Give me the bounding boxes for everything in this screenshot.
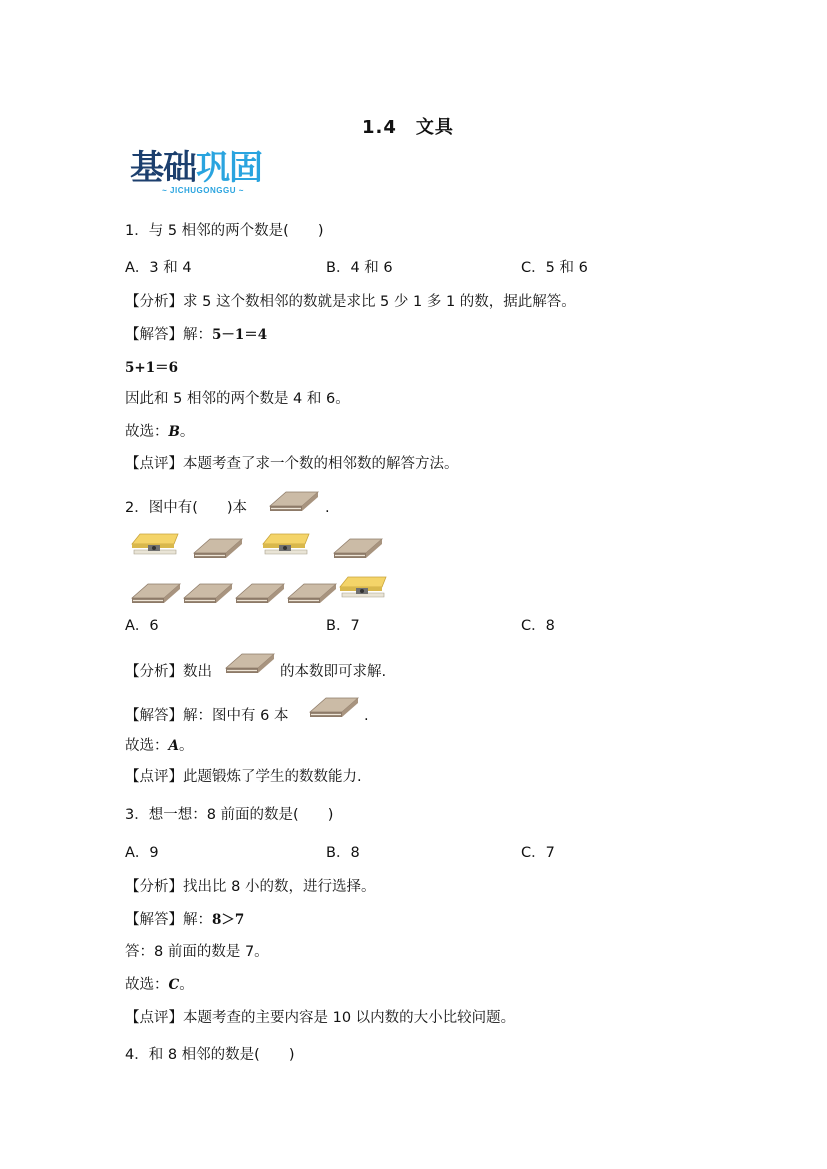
q1-equation-2: 5+1＝6 [125,360,178,376]
q3-comment: 【点评】本题考查的主要内容是 10 以内数的大小比较问题。 [125,1010,516,1026]
q1-choice: 故选：B。 [125,424,195,440]
q2-answer: 【解答】解：图中有 6 本 [125,708,289,724]
q3-answer: 【解答】解：8＞7 [125,912,245,928]
q2-analysis-end: 的本数即可求解. [280,664,387,680]
book-icon [224,648,276,674]
book-icon [192,533,244,559]
q2-option-c: C．8 [521,618,555,634]
q3-option-a: A．9 [125,845,159,861]
book-icon [286,578,338,604]
q3-option-c: C．7 [521,845,555,861]
q1-analysis: 【分析】求 5 这个数相邻的数就是求比 5 少 1 多 1 的数，据此解答。 [125,294,576,310]
q2-choice: 故选：A。 [125,738,194,754]
q1-option-b: B．4 和 6 [326,260,393,276]
q2-analysis: 【分析】数出 [125,664,212,680]
stapler-icon [261,530,311,556]
stapler-icon [338,573,388,605]
page-title: 1.4 文具 [362,117,454,138]
q2-option-b: B．7 [326,618,360,634]
logo-text: 基础巩固 [130,148,262,188]
q3-stem: 3．想一想：8 前面的数是( ) [125,807,334,823]
q1-answer: 【解答】解：5－1＝4 [125,327,268,343]
book-icon [332,533,384,559]
q2-stem: 2．图中有( )本 [125,500,248,516]
book-icon [130,578,182,604]
stapler-icon [130,530,180,556]
q2-option-a: A．6 [125,618,159,634]
book-icon [308,692,360,718]
q3-option-b: B．8 [326,845,360,861]
q1-conclusion: 因此和 5 相邻的两个数是 4 和 6。 [125,391,350,407]
q3-conclusion: 答：8 前面的数是 7。 [125,944,269,960]
book-icon [268,486,320,512]
q2-stem-end: . [325,500,330,516]
q1-stem: 1．与 5 相邻的两个数是( ) [125,223,324,239]
q1-equation-1: 5－1＝4 [212,327,268,343]
book-icon [234,578,286,604]
q1-comment: 【点评】本题考查了求一个数的相邻数的解答方法。 [125,456,459,472]
section-logo [130,150,276,195]
q3-choice: 故选：C。 [125,977,194,993]
q3-equation: 8＞7 [212,912,245,928]
q1-option-c: C．5 和 6 [521,260,588,276]
q3-analysis: 【分析】找出比 8 小的数，进行选择。 [125,879,376,895]
book-icon [182,578,234,604]
q1-option-a: A．3 和 4 [125,260,192,276]
q4-stem: 4．和 8 相邻的数是( ) [125,1047,295,1063]
logo-subtitle: ~ JICHUGONGGU ~ [162,186,244,195]
q2-comment: 【点评】此题锻炼了学生的数数能力. [125,769,362,785]
q2-answer-end: . [364,708,369,724]
